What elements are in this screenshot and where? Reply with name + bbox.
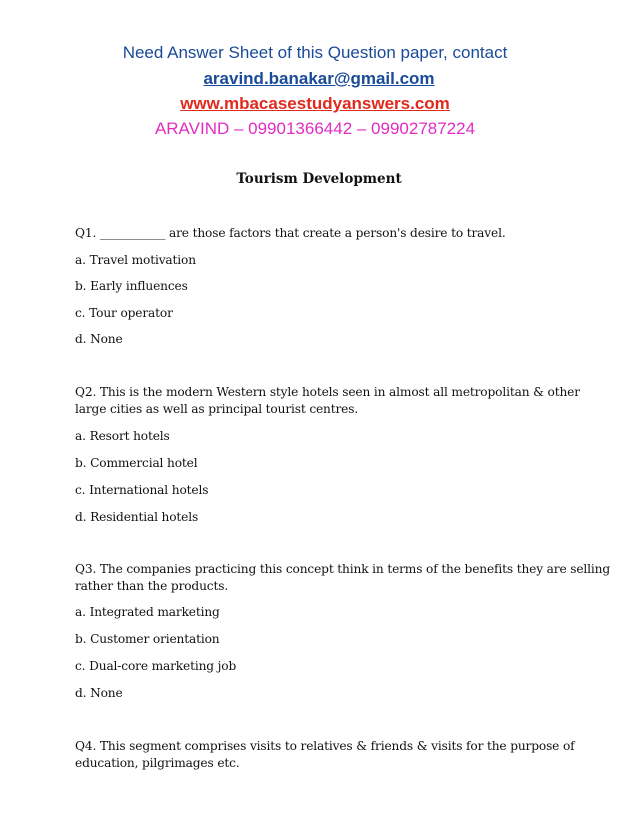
q3-option-b: b. Customer orientation	[75, 632, 220, 646]
q1-option-d: d. None	[75, 332, 123, 346]
question-1: Q1. ___________ are those factors that create a person's desire to travel.	[75, 226, 506, 240]
question-2-line-2: large cities as well as principal tourist centres.	[75, 402, 359, 416]
question-2-line-1: Q2. This is the modern Western style hotels seen in almost all metropolitan & other	[75, 385, 580, 399]
q2-option-b: b. Commercial hotel	[75, 456, 198, 470]
question-3-line-1: Q3. The companies practicing this concept think in terms of the benefits they are selling	[75, 562, 611, 576]
q3-option-c: c. Dual-core marketing job	[75, 659, 237, 673]
q1-option-b: b. Early influences	[75, 279, 188, 293]
question-4-line-1: Q4. This segment comprises visits to relatives & friends & visits for the purpose of	[75, 739, 575, 753]
q1-option-a: a. Travel motivation	[75, 253, 196, 267]
q3-option-a: a. Integrated marketing	[75, 605, 220, 619]
q2-option-c: c. International hotels	[75, 483, 209, 497]
q2-option-a: a. Resort hotels	[75, 429, 170, 443]
q3-option-d: d. None	[75, 686, 123, 700]
question-3-line-2: rather than the products.	[75, 579, 229, 593]
contact-notice: Need Answer Sheet of this Question paper, contact	[122, 43, 508, 62]
contact-phone: ARAVIND – 09901366442 – 09902787224	[154, 119, 476, 138]
contact-email-link[interactable]: aravind.banakar@gmail.com	[203, 69, 435, 88]
website-link[interactable]: www.mbacasestudyanswers.com	[180, 94, 450, 113]
q2-option-d: d. Residential hotels	[75, 510, 199, 524]
document-title: Tourism Development	[236, 171, 402, 187]
question-4-line-2: education, pilgrimages etc.	[75, 756, 240, 770]
q1-option-c: c. Tour operator	[75, 306, 173, 320]
